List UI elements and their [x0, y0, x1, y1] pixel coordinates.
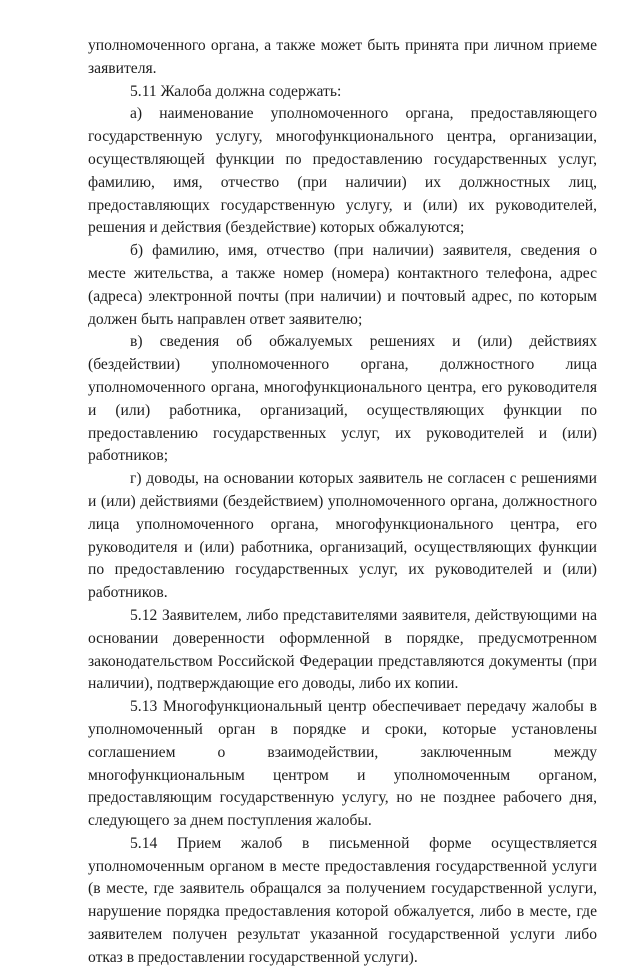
- paragraph-5-12: 5.12 Заявителем, либо представителями заявителя, действующими на основании доверенности оформленной в порядке, предусмотренном законодательством Российской Федерации представляются документы (при наличии), подтверждающие его доводы, либо их копии.: [88, 606, 597, 693]
- paragraph-5-11-heading: 5.11 Жалоба должна содержать:: [130, 82, 342, 100]
- paragraph-5-11-g: г) доводы, на основании которых заявитель не согласен с решениями и (или) действиями (бездействием) уполномоченного органа, должностного лица уполномоченного органа, многофункционального центра, его руководителя и (или) работника, организаций, осуществляющих функции по предоставлению государственных услуг, их руководителей и (или) работников.: [88, 470, 597, 602]
- document-body: [88, 35, 597, 970]
- paragraph-5-11-b: б) фамилию, имя, отчество (при наличии) заявителя, сведения о месте жительства, а также номер (номера) контактного телефона, адрес (адреса) электронной почты (при наличии) и почтовый адрес, по которым должен быть направлен ответ заявителю;: [88, 242, 597, 328]
- paragraph-5-13: 5.13 Многофункциональный центр обеспечивает передачу жалобы в уполномоченный орган в порядке и сроки, которые установлены соглашением о взаимодействии, заключенным между многофункциональным центром и уполномоченным органом, предоставляющим государственную услугу, но не позднее рабочего дня, следующего за днем поступления жалобы.: [88, 698, 597, 830]
- paragraph-5-11-a: а) наименование уполномоченного органа, предоставляющего государственную услугу, многофункционального центра, организации, осуществляющей функции по предоставлению государственных услуг, фамилию, имя, отчество (при наличии) их должностных лиц, предоставляющих государственную услугу, и (или) их руководителей, решения и действия (бездействие) которых обжалуются;: [88, 105, 597, 237]
- paragraph-5-14: 5.14 Прием жалоб в письменной форме осуществляется уполномоченным органом в месте предоставления государственной услуги (в месте, где заявитель обращался за получением государственной услуги, нарушение порядка предоставления которой обжалуется, либо в месте, где заявителем получен результат указанной государственной услуги либо отказ в предоставлении государственной услуги).: [88, 834, 597, 966]
- paragraph-continuation: уполномоченного органа, а также может быть принята при личном приеме заявителя.: [88, 37, 597, 77]
- paragraph-5-11-v: в) сведения об обжалуемых решениях и (или) действиях (бездействии) уполномоченного органа, должностного лица уполномоченного органа, многофункционального центра, его руководителя и (или) работника, организаций, осуществляющих функции по предоставлению государственных услуг, их руководителей и (или) работников;: [88, 333, 597, 465]
